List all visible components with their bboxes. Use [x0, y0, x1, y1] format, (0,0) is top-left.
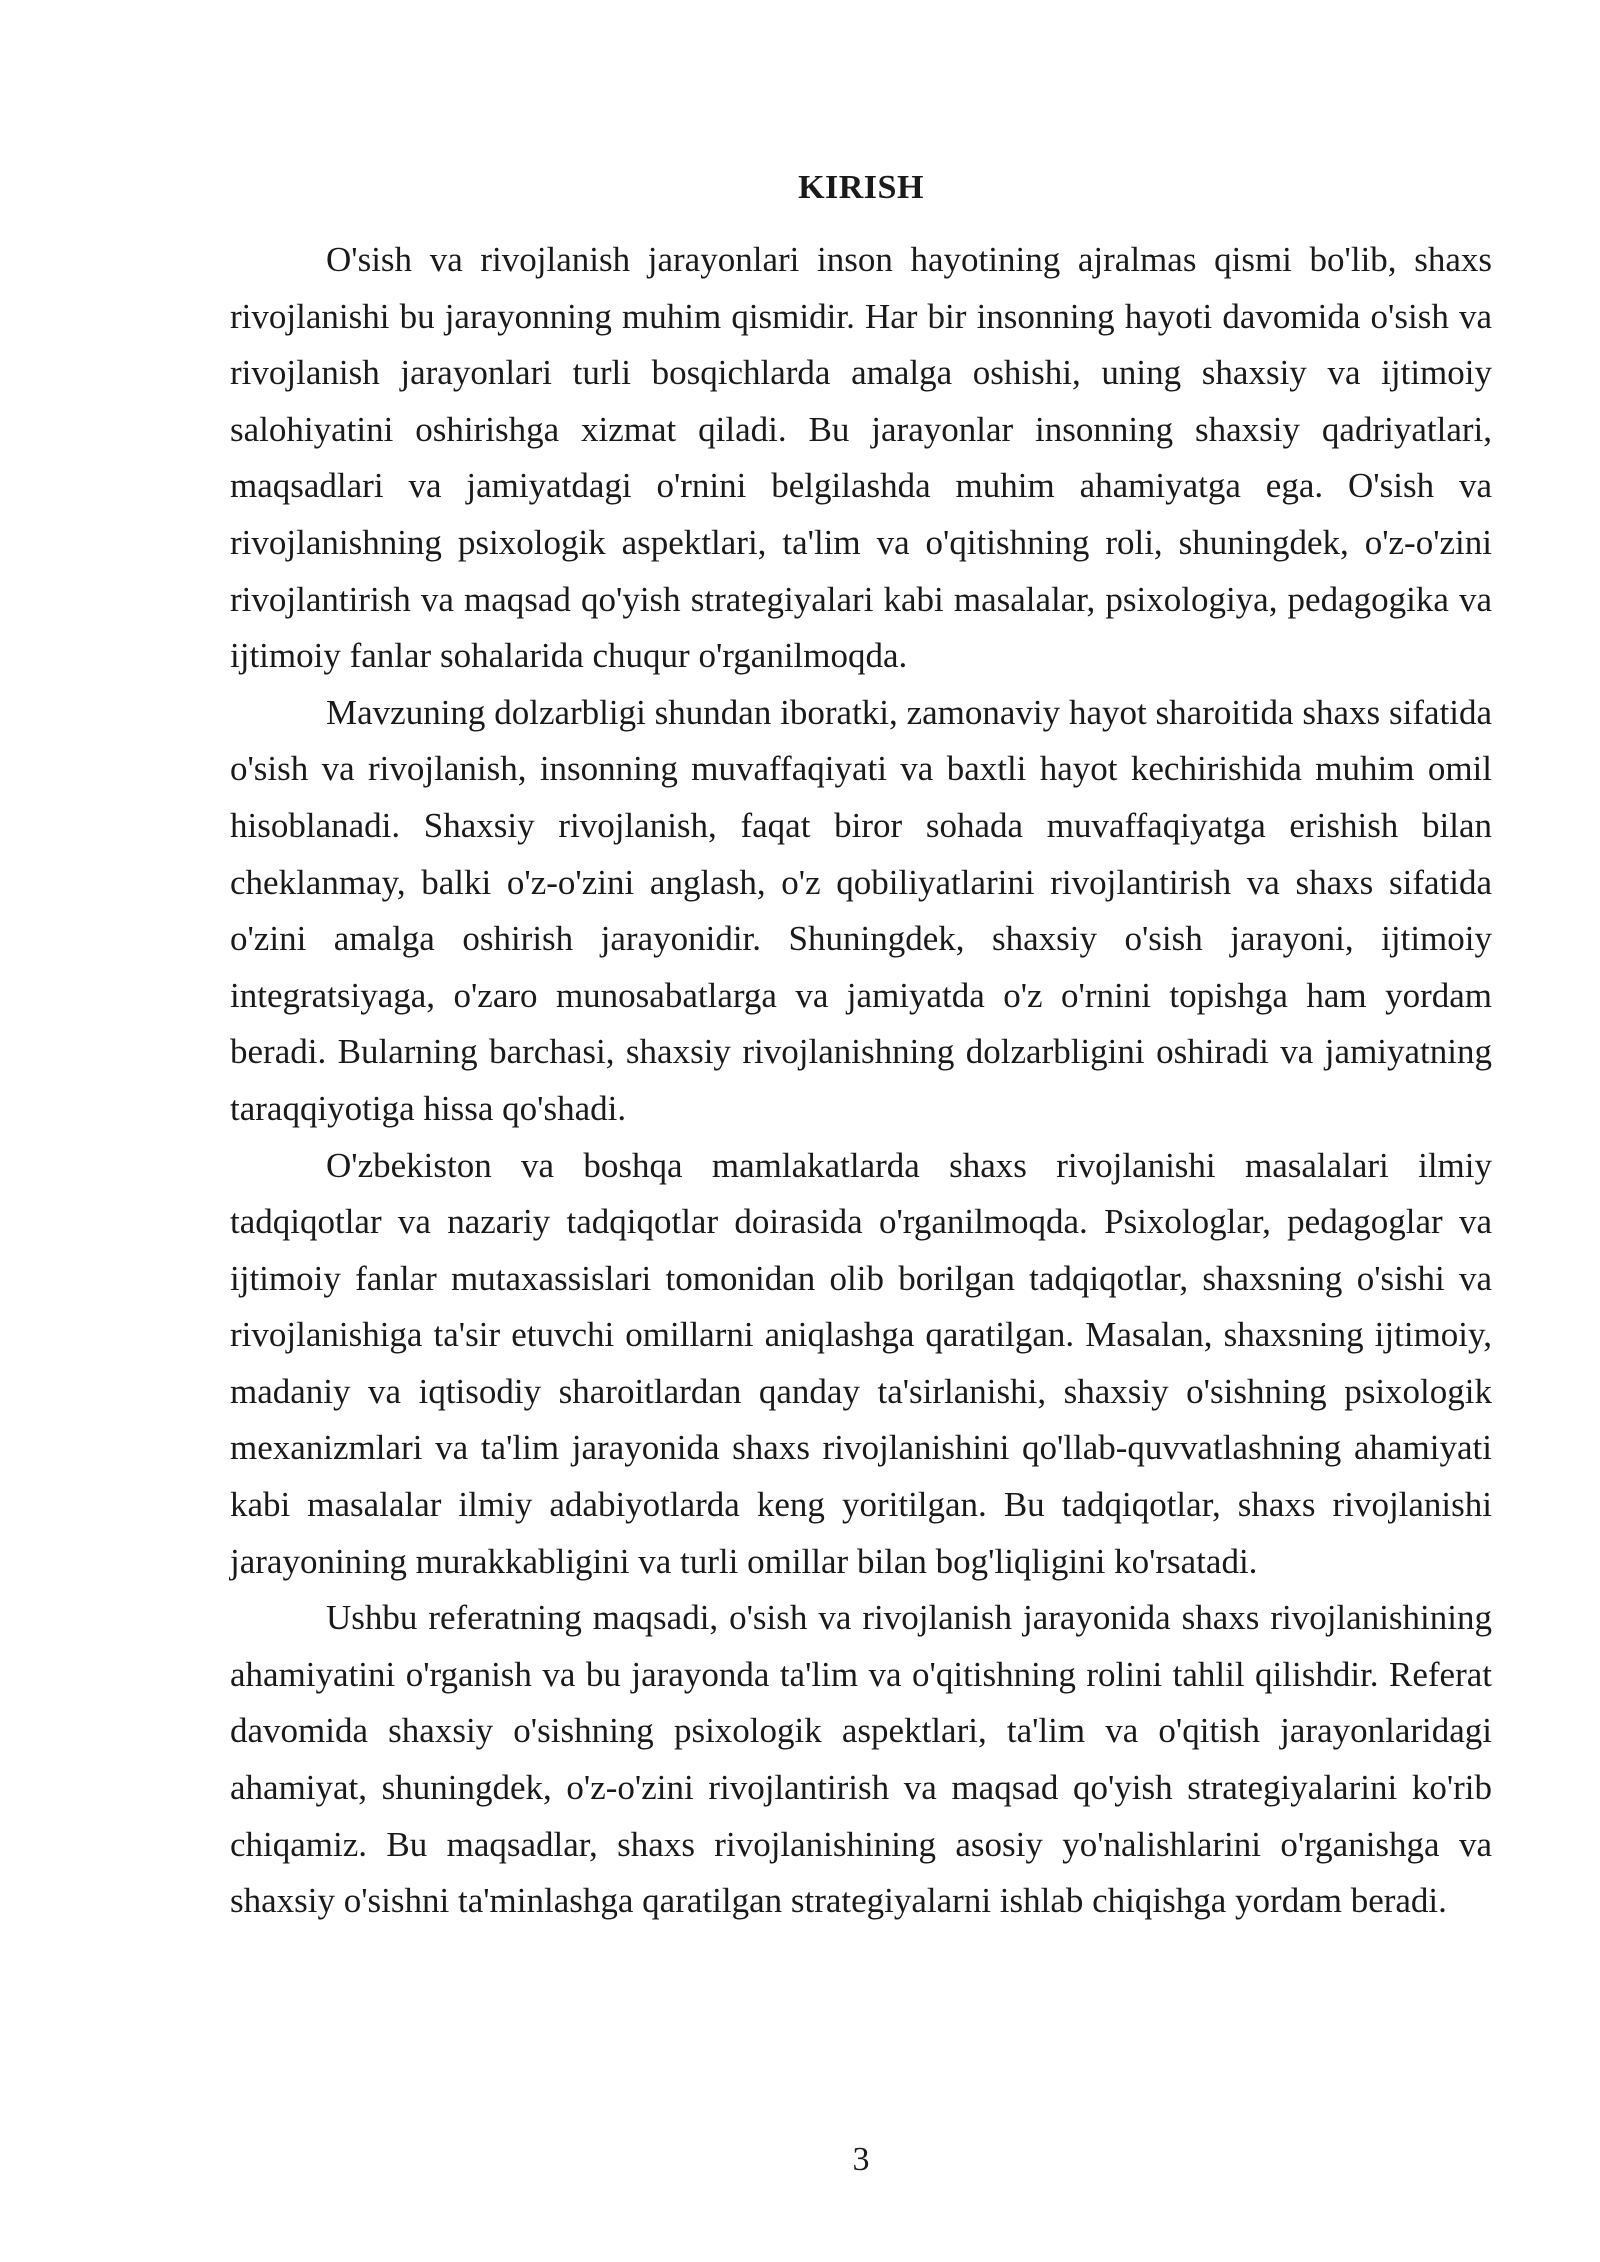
paragraph-purpose: Ushbu referatning maqsadi, o'sish va rivojlanish jarayonida shaxs rivojlanishining ahamiyatini o'rganish va bu jarayonda ta'lim va o'qitishning rolini tahlil qilishdir. Referat davomida shaxsiy o'sishning psixologik aspektlari, ta'lim va o'qitish jarayonlaridagi ahamiyat, shuningdek, o'z-o'zini rivojlantirish va maqsad qo'yish strategiyalarini ko'rib chiqamiz. Bu maqsadlar, shaxs rivojlanishining asosiy yo'nalishlarini o'rganishga va shaxsiy o'sishni ta'minlashga qaratilgan strategiyalarni ishlab chiqishga yordam beradi.: [230, 1598, 1492, 1921]
section-title: KIRISH: [798, 169, 924, 206]
paragraph-relevance: Mavzuning dolzarbligi shundan iboratki, zamonaviy hayot sharoitida shaxs sifatida o'sish va rivojlanish, insonning muvaffaqiyati va baxtli hayot kechirishida muhim omil hisoblanadi. Shaxsiy rivojlanish, faqat biror sohada muvaffaqiyatga erishish bilan cheklanmay, balki o'z-o'zini anglash, o'z qobiliyatlarini rivojlantirish va shaxs sifatida o'zini amalga oshirish jarayonidir. Shuningdek, shaxsiy o'sish jarayoni, ijtimoiy integratsiyaga, o'zaro munosabatlarga va jamiyatda o'z o'rnini topishga ham yordam beradi. Bularning barchasi, shaxsiy rivojlanishning dolzarbligini oshiradi va jamiyatning taraqqiyotiga hissa qo'shadi.: [230, 692, 1492, 1128]
page-content: [230, 160, 1492, 1930]
page-number: 3: [852, 2141, 870, 2178]
paragraph-introduction: O'sish va rivojlanish jarayonlari inson hayotining ajralmas qismi bo'lib, shaxs rivojlanishi bu jarayonning muhim qismidir. Har bir insonning hayoti davomida o'sish va rivojlanish jarayonlari turli bosqichlarda amalga oshishi, uning shaxsiy va ijtimoiy salohiyatini oshirishga xizmat qiladi. Bu jarayonlar insonning shaxsiy qadriyatlari, maqsadlari va jamiyatdagi o'rnini belgilashda muhim ahamiyatga ega. O'sish va rivojlanishning psixologik aspektlari, ta'lim va o'qitishning roli, shuningdek, o'z-o'zini rivojlantirish va maqsad qo'yish strategiyalari kabi masalalar, psixologiya, pedagogika va ijtimoiy fanlar sohalarida chuqur o'rganilmoqda.: [230, 240, 1492, 676]
paragraph-research: O'zbekiston va boshqa mamlakatlarda shaxs rivojlanishi masalalari ilmiy tadqiqotlar va nazariy tadqiqotlar doirasida o'rganilmoqda. Psixologlar, pedagoglar va ijtimoiy fanlar mutaxassislari tomonidan olib borilgan tadqiqotlar, shaxsning o'sishi va rivojlanishiga ta'sir etuvchi omillarni aniqlashga qaratilgan. Masalan, shaxsning ijtimoiy, madaniy va iqtisodiy sharoitlardan qanday ta'sirlanishi, shaxsiy o'sishning psixologik mexanizmlari va ta'lim jarayonida shaxs rivojlanishini qo'llab-quvvatlashning ahamiyati kabi masalalar ilmiy adabiyotlarda keng yoritilgan. Bu tadqiqotlar, shaxs rivojlanishi jarayonining murakkabligini va turli omillar bilan bog'liqligini ko'rsatadi.: [230, 1145, 1492, 1581]
